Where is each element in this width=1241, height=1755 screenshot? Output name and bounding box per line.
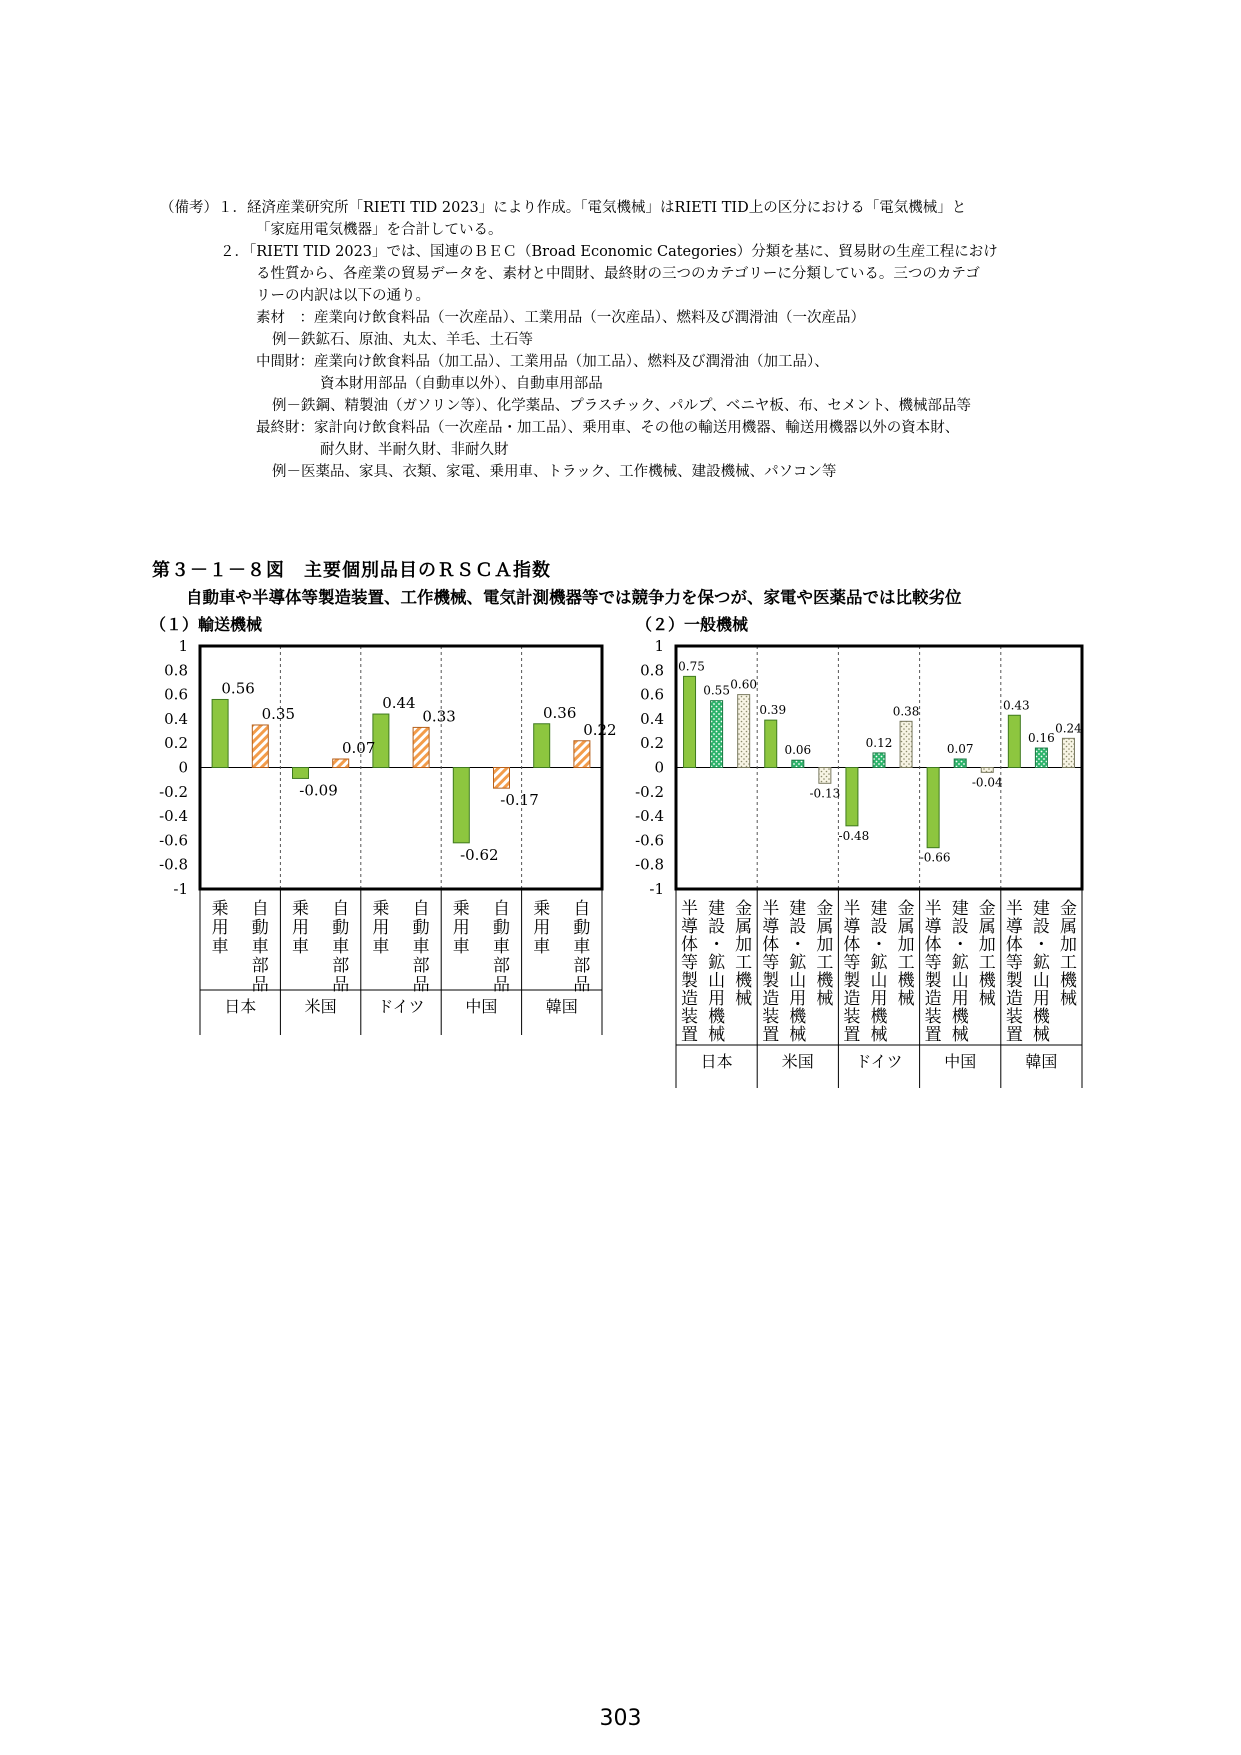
bar-machinery (900, 721, 912, 767)
bar-machinery (738, 695, 750, 768)
y-tick-label: 0.4 (164, 709, 188, 728)
data-label: 0.38 (892, 704, 920, 719)
y-tick-label: -0.6 (159, 831, 188, 850)
bar-transport (574, 741, 590, 768)
y-tick-label: -0.4 (635, 807, 664, 826)
data-label: 0.36 (542, 703, 577, 722)
page-number: 303 (599, 1706, 642, 1731)
note-line: 例－鉄鋼、精製油（ガソリン等）、化学薬品、プラスチック、パルプ、ベニヤ板、布、セメント、機械部品等 (272, 398, 972, 414)
data-label: -0.09 (299, 781, 338, 800)
bar-transport (413, 727, 429, 767)
data-label: 0.56 (221, 679, 255, 698)
category-label: 金属加工機械 (1059, 899, 1077, 1009)
category-label: 金属加工機械 (897, 899, 915, 1009)
category-label: 半導体等製造装置 (681, 899, 699, 1045)
bar-transport (494, 768, 510, 789)
bar-transport (212, 699, 228, 767)
note-line: 例－鉄鉱石、原油、丸太、羊毛、土石等 (272, 332, 533, 348)
category-label: 建設・鉱山用機械 (870, 899, 888, 1045)
bar-machinery (792, 760, 804, 767)
y-tick-label: 0 (654, 758, 664, 777)
y-tick-label: 0 (178, 758, 188, 777)
y-tick-label: 0.6 (640, 685, 664, 704)
group-label: 米国 (304, 997, 337, 1016)
bar-machinery (846, 768, 858, 826)
y-tick-label: 0.6 (164, 685, 188, 704)
group-label: 日本 (700, 1052, 733, 1071)
note-line: ２．「RIETI TID 2023」では、国連のＢＥＣ（Broad Economic Categories）分類を基に、貿易財の生産工程におけ (220, 244, 998, 260)
group-label: 韓国 (1025, 1052, 1058, 1071)
y-tick-label: 1 (178, 637, 188, 655)
data-label: 0.55 (703, 683, 730, 698)
bar-machinery (954, 759, 966, 768)
note-line: 素材 ：産業向け飲食料品（一次産品）、工業用品（一次産品）、燃料及び潤滑油（一次産品） (256, 310, 865, 326)
group-label: 米国 (781, 1052, 814, 1071)
category-label: 乗用車 (452, 899, 470, 957)
data-label: 0.06 (784, 743, 812, 758)
bar-machinery (819, 768, 831, 784)
data-label: 0.35 (261, 704, 296, 723)
y-tick-label: 1 (654, 637, 664, 655)
data-label: 0.44 (382, 694, 416, 713)
category-label: 自動車部品 (573, 899, 591, 995)
category-label: 建設・鉱山用機械 (708, 899, 726, 1045)
category-label: 自動車部品 (412, 899, 430, 995)
y-tick-label: -1 (173, 880, 188, 898)
note-line: リーの内訳は以下の通り。 (256, 288, 430, 304)
group-label: 中国 (465, 997, 498, 1016)
category-label: 建設・鉱山用機械 (1032, 899, 1050, 1045)
data-label: -0.17 (500, 791, 539, 810)
category-label: 自動車部品 (332, 899, 350, 995)
y-tick-label: 0.8 (640, 661, 664, 680)
y-tick-label: -0.4 (159, 807, 188, 826)
panel-title-general-machinery: （２）一般機械 (636, 615, 749, 634)
bar-machinery (765, 720, 777, 767)
data-label: 0.12 (865, 735, 893, 750)
data-label: 0.33 (422, 707, 456, 726)
bar-machinery (873, 753, 885, 768)
bar-machinery (1062, 738, 1074, 767)
data-label: -0.13 (809, 786, 841, 801)
group-label: 日本 (224, 997, 257, 1016)
bar-transport (333, 759, 349, 768)
category-label: 半導体等製造装置 (924, 899, 942, 1045)
data-label: 0.60 (730, 677, 758, 692)
category-label: 半導体等製造装置 (843, 899, 861, 1045)
data-label: -0.48 (838, 828, 870, 843)
figure-subtitle: 自動車や半導体等製造装置、工作機械、電気計測機器等では競争力を保つが、家電や医薬品では比較劣位 (186, 588, 962, 607)
data-label: 0.24 (1055, 721, 1082, 736)
data-label: 0.39 (759, 703, 787, 718)
data-label: 0.07 (946, 741, 974, 756)
category-label: 自動車部品 (493, 899, 510, 995)
figure-title: 第３－１－８図 主要個別品目のＲＳＣＡ指数 (152, 560, 551, 581)
category-label: 建設・鉱山用機械 (951, 899, 969, 1045)
note-line: 中間財：産業向け飲食料品（加工品）、工業用品（加工品）、燃料及び潤滑油（加工品）、 (256, 354, 829, 370)
note-line: る性質から、各産業の貿易データを、素材と中間財、最終財の三つのカテゴリーに分類している。三つのカテゴ (256, 266, 980, 282)
category-label: 乗用車 (533, 899, 551, 957)
category-label: 金属加工機械 (978, 899, 996, 1009)
bar-transport (293, 768, 309, 779)
y-tick-label: 0.8 (164, 661, 188, 680)
category-label: 金属加工機械 (735, 899, 753, 1009)
bar-machinery (927, 768, 939, 848)
category-label: 半導体等製造装置 (762, 899, 780, 1045)
category-label: 乗用車 (211, 899, 229, 957)
bar-machinery (684, 676, 696, 767)
y-tick-label: 0.2 (640, 734, 664, 753)
category-label: 乗用車 (372, 899, 390, 957)
group-label: 韓国 (545, 997, 578, 1016)
note-line: 資本財用部品（自動車以外）、自動車用部品 (320, 376, 603, 392)
category-label: 半導体等製造装置 (1005, 899, 1023, 1045)
bar-machinery (711, 701, 723, 768)
data-label: 0.75 (678, 659, 705, 674)
bar-machinery (981, 768, 993, 773)
y-tick-label: 0.4 (640, 709, 664, 728)
data-label: -0.62 (460, 845, 499, 864)
note-line: 耐久財、半耐久財、非耐久財 (320, 442, 509, 458)
note-line: 「家庭用電気機器」を合計している。 (256, 222, 503, 238)
data-label: 0.43 (1002, 698, 1030, 713)
y-tick-label: -0.6 (635, 831, 664, 850)
note-line: 例－医薬品、家具、衣類、家電、乗用車、トラック、工作機械、建設機械、パソコン等 (272, 464, 837, 480)
data-label: -0.66 (919, 850, 951, 865)
data-label: 0.16 (1028, 731, 1055, 746)
note-line: 最終財：家計向け飲食料品（一次産品・加工品）、乗用車、その他の輸送用機器、輸送用機器以外の資本財、 (256, 420, 960, 436)
category-label: 乗用車 (292, 899, 309, 957)
bar-transport (453, 768, 469, 843)
data-label: 0.07 (341, 738, 376, 757)
category-label: 建設・鉱山用機械 (789, 899, 807, 1045)
y-tick-label: -1 (649, 880, 664, 898)
bar-machinery (1035, 748, 1047, 767)
panel-title-transport: （１）輸送機械 (150, 615, 263, 634)
data-label: -0.04 (971, 775, 1003, 790)
y-tick-label: -0.8 (159, 855, 188, 874)
group-label: 中国 (944, 1052, 977, 1071)
note-line: （備考）１．経済産業研究所「RIETI TID 2023」により作成。「電気機械」はRIETI TID上の区分における「電気機械」と (160, 200, 967, 216)
y-tick-label: -0.2 (159, 782, 188, 801)
group-label: ドイツ (855, 1052, 903, 1071)
category-label: 金属加工機械 (816, 899, 834, 1009)
bar-transport (252, 725, 268, 768)
y-tick-label: 0.2 (164, 734, 188, 753)
bar-transport (534, 724, 550, 768)
data-label: 0.22 (583, 720, 617, 739)
group-label: ドイツ (377, 997, 425, 1016)
y-tick-label: -0.8 (635, 855, 664, 874)
bar-machinery (1008, 715, 1020, 767)
category-label: 自動車部品 (251, 899, 269, 995)
y-tick-label: -0.2 (635, 782, 664, 801)
